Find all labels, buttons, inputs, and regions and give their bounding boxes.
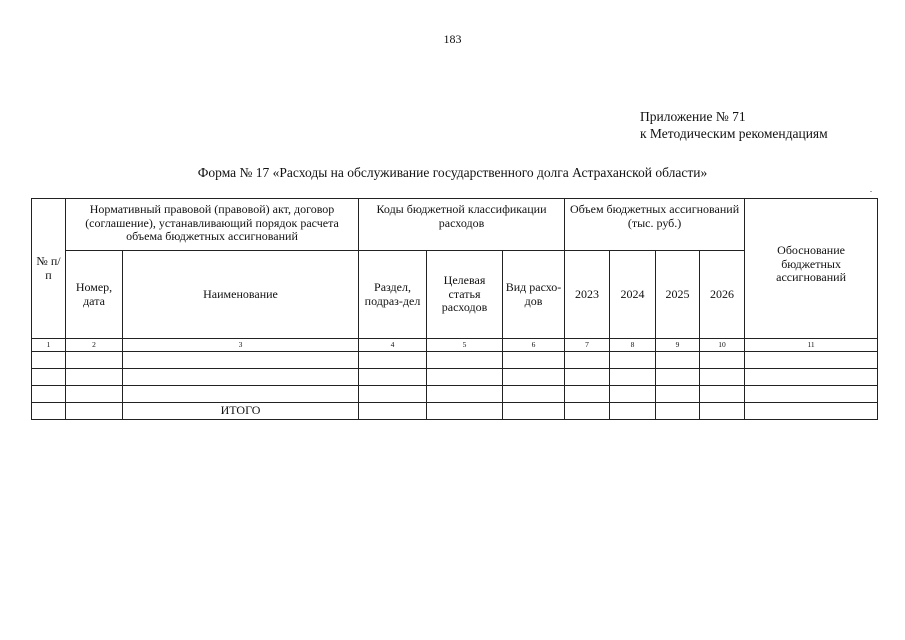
- column-number: 3: [123, 339, 359, 352]
- table-cell[interactable]: [359, 352, 427, 369]
- table-cell[interactable]: [359, 403, 427, 420]
- header-codes-group: Коды бюджетной классификации расходов: [359, 199, 565, 251]
- table-cell[interactable]: [427, 386, 503, 403]
- table-cell[interactable]: [745, 352, 878, 369]
- column-number: 5: [427, 339, 503, 352]
- header-number-date: Номер, дата: [66, 251, 123, 339]
- table-cell[interactable]: [610, 403, 656, 420]
- appendix-line-2: к Методическим рекомендациям: [640, 126, 828, 141]
- table-row: [32, 352, 878, 369]
- header-year-2024: 2024: [610, 251, 656, 339]
- header-volume-group: Объем бюджетных ассигнований (тыс. руб.): [565, 199, 745, 251]
- table-row: [32, 369, 878, 386]
- table-cell[interactable]: [610, 386, 656, 403]
- table-cell[interactable]: [656, 403, 700, 420]
- table-cell[interactable]: [745, 369, 878, 386]
- form-title: Форма № 17 «Расходы на обслуживание государственного долга Астраханской области»: [197, 165, 708, 180]
- table-cell[interactable]: [427, 369, 503, 386]
- total-row: [32, 403, 878, 420]
- table-cell[interactable]: [656, 386, 700, 403]
- header-target: Целевая статья расходов: [427, 251, 503, 339]
- table-cell[interactable]: [66, 403, 123, 420]
- header-year-2025: 2025: [656, 251, 700, 339]
- header-row-1: [32, 199, 878, 251]
- table-cell[interactable]: [503, 352, 565, 369]
- column-number: 4: [359, 339, 427, 352]
- table-cell[interactable]: [123, 352, 359, 369]
- table-row: [32, 386, 878, 403]
- table-cell[interactable]: [565, 352, 610, 369]
- header-act-group: Нормативный правовой (правовой) акт, договор (соглашение), устанавливающий порядок расчета объема бюджетных ассигнований: [66, 199, 359, 251]
- table-cell[interactable]: [745, 386, 878, 403]
- table-cell[interactable]: [610, 369, 656, 386]
- table-cell[interactable]: [359, 369, 427, 386]
- table-cell[interactable]: [503, 403, 565, 420]
- page-number: 183: [443, 32, 462, 46]
- table-cell[interactable]: [32, 386, 66, 403]
- table-cell[interactable]: [565, 369, 610, 386]
- header-justification: Обоснование бюджетных ассигнований: [745, 199, 878, 339]
- table-cell[interactable]: [66, 369, 123, 386]
- table-cell[interactable]: [656, 369, 700, 386]
- table-cell[interactable]: [66, 352, 123, 369]
- header-name: Наименование: [123, 251, 359, 339]
- table-cell[interactable]: [700, 386, 745, 403]
- column-number: 11: [745, 339, 878, 352]
- table-cell[interactable]: [700, 352, 745, 369]
- table-cell[interactable]: [700, 403, 745, 420]
- header-section: Раздел, подраз-дел: [359, 251, 427, 339]
- table-cell[interactable]: [123, 369, 359, 386]
- table-cell[interactable]: [565, 403, 610, 420]
- header-year-2026: 2026: [700, 251, 745, 339]
- column-number: 7: [565, 339, 610, 352]
- table-cell[interactable]: [427, 403, 503, 420]
- header-num: № п/п: [32, 199, 66, 339]
- table-cell[interactable]: [32, 352, 66, 369]
- table-cell[interactable]: [359, 386, 427, 403]
- table-cell[interactable]: [123, 386, 359, 403]
- column-number: 10: [700, 339, 745, 352]
- expenses-table: [31, 198, 878, 420]
- column-number: 6: [503, 339, 565, 352]
- table-cell[interactable]: [427, 352, 503, 369]
- column-number: 2: [66, 339, 123, 352]
- table-cell[interactable]: [32, 403, 66, 420]
- table-cell[interactable]: [610, 352, 656, 369]
- total-label: ИТОГО: [123, 403, 359, 420]
- table-cell[interactable]: [32, 369, 66, 386]
- table-cell[interactable]: [745, 403, 878, 420]
- stray-dot: .: [870, 185, 872, 194]
- header-type: Вид расхо-дов: [503, 251, 565, 339]
- table-cell[interactable]: [565, 386, 610, 403]
- column-numbers-row: [32, 339, 878, 352]
- table-cell[interactable]: [503, 369, 565, 386]
- header-year-2023: 2023: [565, 251, 610, 339]
- appendix-note: [640, 108, 828, 142]
- column-number: 9: [656, 339, 700, 352]
- column-number: 8: [610, 339, 656, 352]
- table-cell[interactable]: [700, 369, 745, 386]
- table-cell[interactable]: [656, 352, 700, 369]
- appendix-line-1: Приложение № 71: [640, 109, 746, 124]
- table-cell[interactable]: [66, 386, 123, 403]
- table-cell[interactable]: [503, 386, 565, 403]
- column-number: 1: [32, 339, 66, 352]
